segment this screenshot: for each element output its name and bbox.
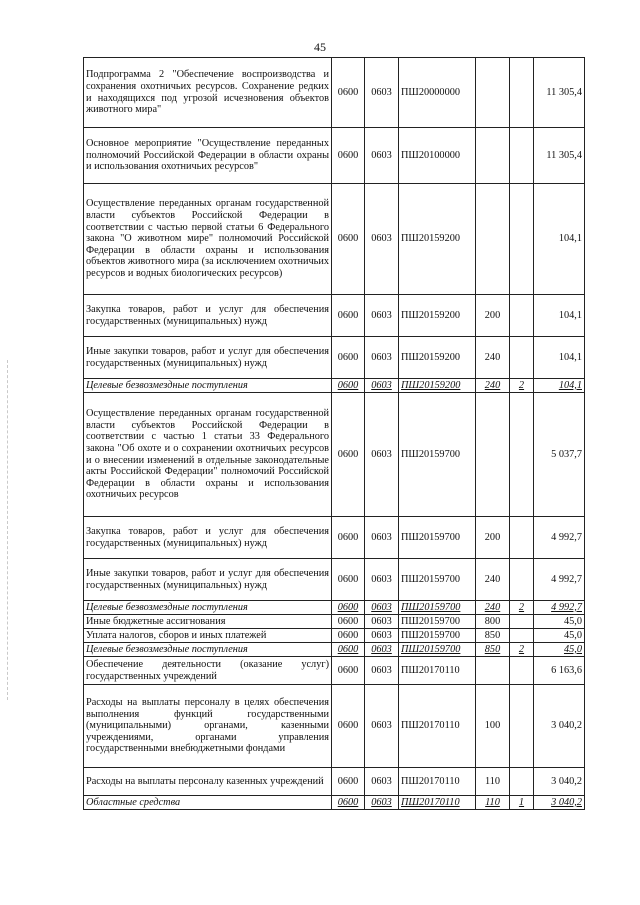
expense-type-cell: 240 [476,601,510,615]
expense-type-cell [476,657,510,685]
row-name-cell: Целевые безвозмездные поступления [84,643,332,657]
expense-type-cell: 200 [476,295,510,337]
table-row [84,601,585,615]
table-row [84,657,585,685]
section-code-cell: 0600 [332,517,365,559]
row-name-cell: Осуществление переданных органам государственной власти субъектов Российской Федерации в соответствии с частью 1 статьи 33 Федерального закона "Об охоте и о сохранении охотничьих ресурсов и о внесении изменений в отдельные законодательные акты Российской Федерации" полномочий Российской Федерации в области охраны и использования охотничьих ресурсов [84,393,332,517]
row-name-cell: Основное мероприятие "Осуществление переданных полномочий Российской Федерации в области охраны и использования охотничьих ресурсов" [84,128,332,184]
funding-source-cell: 2 [510,601,534,615]
expense-type-cell [476,128,510,184]
table-row [84,643,585,657]
target-article-cell: ПШ20100000 [399,128,476,184]
row-name-cell: Иные закупки товаров, работ и услуг для обеспечения государственных (муниципальных) нужд [84,559,332,601]
amount-cell: 5 037,7 [534,393,585,517]
target-article-cell: ПШ20170110 [399,657,476,685]
expense-type-cell: 850 [476,643,510,657]
row-name-cell: Осуществление переданных органам государственной власти субъектов Российской Федерации в соответствии с частью первой статьи 6 Федерального закона "О животном мире" полномочий Российской Федерации в области охраны и использования объектов животного мира (за исключением охотничьих ресурсов и водных биологических ресурсов) [84,184,332,295]
subsection-code-cell: 0603 [365,58,399,128]
row-name-cell: Иные бюджетные ассигнования [84,615,332,629]
amount-cell: 4 992,7 [534,517,585,559]
funding-source-cell [510,768,534,796]
funding-source-cell [510,657,534,685]
section-code-cell: 0600 [332,601,365,615]
expense-type-cell: 200 [476,517,510,559]
table-row [84,379,585,393]
section-code-cell: 0600 [332,643,365,657]
funding-source-cell [510,615,534,629]
target-article-cell: ПШ20159700 [399,629,476,643]
amount-cell: 3 040,2 [534,796,585,810]
amount-cell: 11 305,4 [534,128,585,184]
target-article-cell: ПШ20159700 [399,559,476,601]
funding-source-cell [510,685,534,768]
subsection-code-cell: 0603 [365,184,399,295]
expense-type-cell: 240 [476,379,510,393]
table-row [84,685,585,768]
target-article-cell: ПШ20170110 [399,685,476,768]
amount-cell: 45,0 [534,615,585,629]
section-code-cell: 0600 [332,796,365,810]
expense-type-cell [476,58,510,128]
subsection-code-cell: 0603 [365,517,399,559]
target-article-cell: ПШ20159700 [399,393,476,517]
target-article-cell: ПШ20159200 [399,295,476,337]
amount-cell: 4 992,7 [534,559,585,601]
subsection-code-cell: 0603 [365,295,399,337]
section-code-cell: 0600 [332,379,365,393]
row-name-cell: Подпрограмма 2 "Обеспечение воспроизводства и сохранения охотничьих ресурсов. Сохранение редких и находящихся под угрозой исчезновения объектов животного мира" [84,58,332,128]
amount-cell: 45,0 [534,629,585,643]
row-name-cell: Уплата налогов, сборов и иных платежей [84,629,332,643]
amount-cell: 104,1 [534,184,585,295]
table-row [84,393,585,517]
target-article-cell: ПШ20170110 [399,796,476,810]
funding-source-cell: 2 [510,379,534,393]
funding-source-cell: 2 [510,643,534,657]
expense-type-cell: 800 [476,615,510,629]
subsection-code-cell: 0603 [365,768,399,796]
amount-cell: 104,1 [534,337,585,379]
funding-source-cell [510,559,534,601]
subsection-code-cell: 0603 [365,643,399,657]
section-code-cell: 0600 [332,295,365,337]
funding-source-cell [510,58,534,128]
budget-table-body [84,58,585,810]
table-row [84,337,585,379]
table-row [84,796,585,810]
expense-type-cell: 240 [476,337,510,379]
row-name-cell: Иные закупки товаров, работ и услуг для обеспечения государственных (муниципальных) нужд [84,337,332,379]
target-article-cell: ПШ20159200 [399,184,476,295]
funding-source-cell [510,517,534,559]
section-code-cell: 0600 [332,184,365,295]
section-code-cell: 0600 [332,685,365,768]
subsection-code-cell: 0603 [365,559,399,601]
subsection-code-cell: 0603 [365,128,399,184]
subsection-code-cell: 0603 [365,337,399,379]
funding-source-cell [510,393,534,517]
target-article-cell: ПШ20159200 [399,337,476,379]
table-row [84,768,585,796]
amount-cell: 11 305,4 [534,58,585,128]
row-name-cell: Обеспечение деятельности (оказание услуг) государственных учреждений [84,657,332,685]
section-code-cell: 0600 [332,393,365,517]
row-name-cell: Целевые безвозмездные поступления [84,379,332,393]
table-row [84,58,585,128]
subsection-code-cell: 0603 [365,796,399,810]
target-article-cell: ПШ20159700 [399,601,476,615]
expense-type-cell: 240 [476,559,510,601]
target-article-cell: ПШ20159700 [399,643,476,657]
subsection-code-cell: 0603 [365,393,399,517]
row-name-cell: Областные средства [84,796,332,810]
subsection-code-cell: 0603 [365,657,399,685]
amount-cell: 3 040,2 [534,768,585,796]
row-name-cell: Расходы на выплаты персоналу в целях обеспечения выполнения функций государственными (муниципальными) органами, казенными учреждениями, органами управления государственными внебюджетными фондами [84,685,332,768]
table-row [84,184,585,295]
section-code-cell: 0600 [332,657,365,685]
amount-cell: 6 163,6 [534,657,585,685]
funding-source-cell [510,184,534,295]
expense-type-cell [476,184,510,295]
subsection-code-cell: 0603 [365,601,399,615]
funding-source-cell [510,128,534,184]
table-row [84,517,585,559]
row-name-cell: Целевые безвозмездные поступления [84,601,332,615]
amount-cell: 104,1 [534,379,585,393]
subsection-code-cell: 0603 [365,685,399,768]
expense-type-cell: 110 [476,796,510,810]
expense-type-cell: 850 [476,629,510,643]
section-code-cell: 0600 [332,559,365,601]
expense-type-cell: 110 [476,768,510,796]
expense-type-cell [476,393,510,517]
section-code-cell: 0600 [332,128,365,184]
section-code-cell: 0600 [332,629,365,643]
expense-type-cell: 100 [476,685,510,768]
target-article-cell: ПШ20159700 [399,615,476,629]
subsection-code-cell: 0603 [365,615,399,629]
section-code-cell: 0600 [332,58,365,128]
target-article-cell: ПШ20000000 [399,58,476,128]
page-number: 45 [314,40,326,54]
subsection-code-cell: 0603 [365,629,399,643]
subsection-code-cell: 0603 [365,379,399,393]
amount-cell: 3 040,2 [534,685,585,768]
budget-table [83,57,585,810]
funding-source-cell [510,337,534,379]
table-row [84,128,585,184]
row-name-cell: Закупка товаров, работ и услуг для обеспечения государственных (муниципальных) нужд [84,295,332,337]
target-article-cell: ПШ20159700 [399,517,476,559]
section-code-cell: 0600 [332,615,365,629]
margin-guide-line [7,360,8,700]
table-row [84,295,585,337]
table-row [84,559,585,601]
section-code-cell: 0600 [332,768,365,796]
funding-source-cell [510,629,534,643]
funding-source-cell: 1 [510,796,534,810]
amount-cell: 45,0 [534,643,585,657]
amount-cell: 104,1 [534,295,585,337]
row-name-cell: Расходы на выплаты персоналу казенных учреждений [84,768,332,796]
amount-cell: 4 992,7 [534,601,585,615]
target-article-cell: ПШ20170110 [399,768,476,796]
table-row [84,629,585,643]
target-article-cell: ПШ20159200 [399,379,476,393]
row-name-cell: Закупка товаров, работ и услуг для обеспечения государственных (муниципальных) нужд [84,517,332,559]
table-row [84,615,585,629]
funding-source-cell [510,295,534,337]
section-code-cell: 0600 [332,337,365,379]
